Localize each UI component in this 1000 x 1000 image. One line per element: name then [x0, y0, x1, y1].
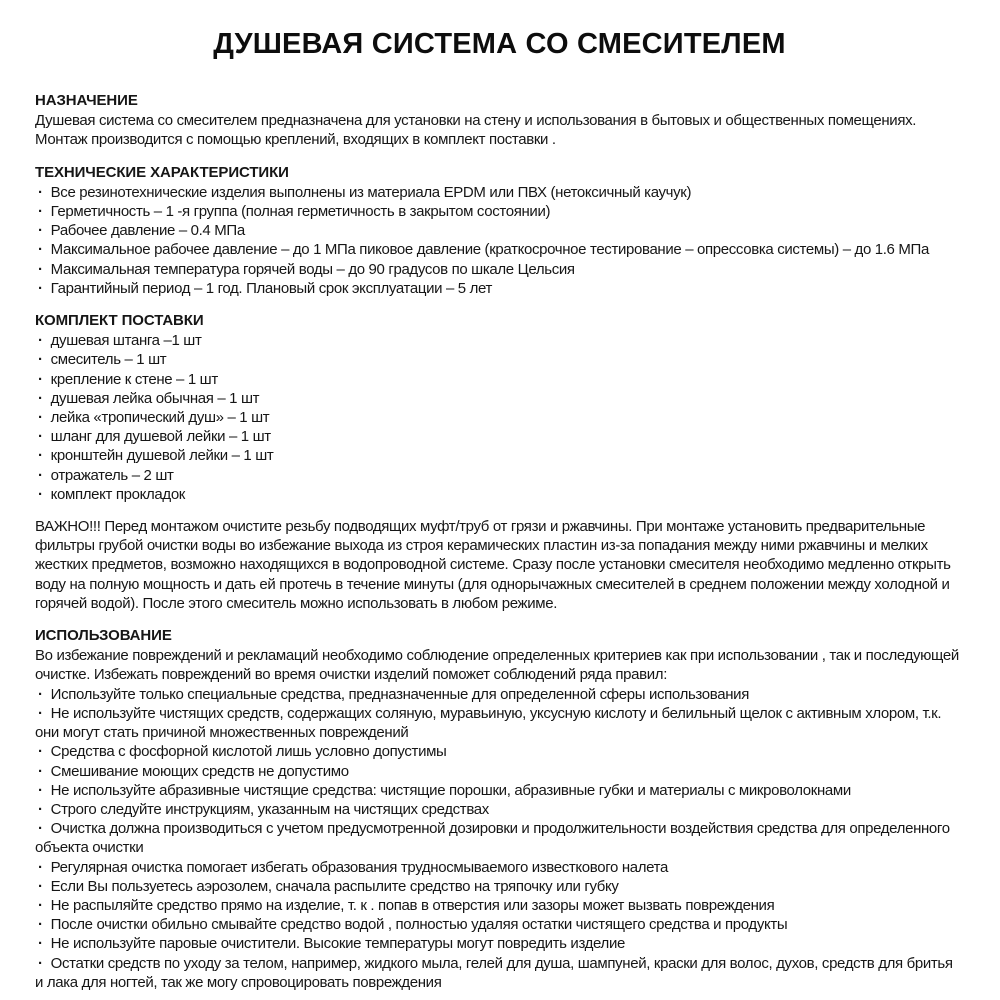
list-item [35, 389, 964, 408]
list-item-text: Смешивание моющих средств не допустимо [50, 762, 349, 780]
bullet-marker [35, 859, 51, 876]
list-item [35, 485, 964, 504]
bullet-marker [35, 241, 51, 258]
list-item-text: Максимальное рабочее давление – до 1 МПа пиковое давление (краткосрочное тестирование – опрессовка системы) – до 1.6 МПа [50, 241, 929, 259]
list-item-text: смеситель – 1 шт [50, 351, 167, 369]
bullet-marker [35, 409, 51, 426]
list-item [35, 934, 964, 953]
bullet-marker [35, 371, 51, 388]
bullet-marker [35, 390, 51, 407]
list-item [35, 915, 964, 934]
list-item-text: Рабочее давление – 0.4 МПа [50, 222, 245, 240]
list-item-text: Не используйте абразивные чистящие средства: чистящие порошки, абразивные губки и материалы с микроволокнами [50, 781, 851, 799]
bullet-marker [35, 261, 51, 278]
list-item-text: Если Вы пользуетесь аэрозолем, сначала распылите средство на тряпочку или губку [50, 877, 619, 895]
list-item-text: Используйте только специальные средства, предназначенные для определенной сферы использования [50, 685, 749, 703]
bullet-marker [35, 184, 51, 201]
list-item-text: Остатки средств по уходу за телом, например, жидкого мыла, гелей для душа, шампуней, краски для волос, духов, средств для бритья и лака для ногтей, так же могу спровоцировать повреждения [35, 954, 953, 991]
list-item-text: кронштейн душевой лейки – 1 шт [50, 447, 274, 465]
bullet-marker [35, 332, 51, 349]
list-item [35, 685, 964, 704]
bullet-marker [35, 916, 51, 933]
list-item [35, 260, 964, 279]
list-item [35, 240, 964, 259]
bullet-marker [35, 878, 51, 895]
list-item [35, 762, 964, 781]
list-item-text: душевая лейка обычная – 1 шт [50, 389, 260, 407]
list-item-text: Регулярная очистка помогает избегать образования трудносмываемого известкового налета [50, 858, 669, 876]
bullet-marker [35, 820, 51, 837]
list-item [35, 466, 964, 485]
list-item [35, 954, 964, 992]
bullet-marker [35, 428, 51, 445]
list-item-text: Не используйте паровые очистители. Высокие температуры могут повредить изделие [50, 935, 625, 953]
section-package [35, 311, 964, 504]
section-specs [35, 163, 964, 298]
bullet-marker [35, 467, 51, 484]
list-item-text: отражатель – 2 шт [50, 466, 174, 484]
list-item [35, 896, 964, 915]
bullet-marker [35, 351, 51, 368]
list-item [35, 800, 964, 819]
bullet-marker [35, 222, 51, 239]
list-item [35, 819, 964, 857]
list-item-text: Строго следуйте инструкциям, указанным на чистящих средствах [50, 800, 489, 818]
list-item-text: Не используйте чистящих средств, содержащих соляную, муравьиную, уксусную кислоту и белильный щелок с активным хлором, т.к. они могут стать причиной множественных повреждений [35, 704, 942, 742]
list-item-text: Гарантийный период – 1 год. Плановый срок эксплуатации – 5 лет [50, 279, 493, 297]
list-item-text: Герметичность – 1 -я группа (полная герметичность в закрытом состоянии) [50, 203, 551, 221]
list-item [35, 742, 964, 761]
bullet-marker [35, 763, 51, 780]
bullet-marker [35, 743, 51, 760]
list-item [35, 183, 964, 202]
important-notice-text: ВАЖНО!!! Перед монтажом очистите резьбу подводящих муфт/труб от грязи и ржавчины. При монтаже установить предварительные фильтры грубой очистки воды во избежание выхода из строя керамических пластин из-за попадания между ними ржавчины и мелких жестких предметов, возможно находящихся в водопроводной системе. Сразу после установки смесителя необходимо медленно открыть воду на полную мощность и дать ей протечь в течение минуты (для однорычажных смесителей в среднем положении между холодной и горячей водой). После этого смеситель можно использовать в любом режиме. [35, 518, 951, 612]
bullet-marker [35, 782, 51, 799]
section-purpose [35, 91, 964, 150]
list-item [35, 877, 964, 896]
list-item [35, 408, 964, 427]
list-item [35, 370, 964, 389]
package-heading: КОМПЛЕКТ ПОСТАВКИ [35, 312, 204, 330]
list-item [35, 446, 964, 465]
list-item [35, 427, 964, 446]
list-item [35, 704, 964, 742]
bullet-marker [35, 935, 51, 952]
bullet-marker [35, 486, 51, 503]
document-title: ДУШЕВАЯ СИСТЕМА СО СМЕСИТЕЛЕМ [213, 28, 786, 60]
list-item [35, 350, 964, 369]
bullet-marker [35, 897, 51, 914]
bullet-marker [35, 801, 51, 818]
list-item [35, 279, 964, 298]
list-item-text: Средства с фосфорной кислотой лишь условно допустимы [50, 743, 447, 761]
list-item [35, 781, 964, 800]
bullet-marker [35, 705, 51, 722]
usage-heading: ИСПОЛЬЗОВАНИЕ [35, 627, 172, 645]
section-usage [35, 626, 964, 992]
bullet-marker [35, 447, 51, 464]
specs-heading: ТЕХНИЧЕСКИЕ ХАРАКТЕРИСТИКИ [35, 163, 289, 181]
list-item-text: Все резинотехнические изделия выполнены из материала EPDM или ПВХ (нетоксичный каучук) [50, 183, 692, 201]
list-item-text: Очистка должна производиться с учетом предусмотренной дозировки и продолжительности воздействия средства для определенного объекта очистки [35, 820, 950, 857]
list-item-text: лейка «тропический душ» – 1 шт [50, 409, 270, 427]
list-item [35, 202, 964, 221]
purpose-heading: НАЗНАЧЕНИЕ [35, 92, 138, 109]
list-item [35, 858, 964, 877]
list-item [35, 331, 964, 350]
bullet-marker [35, 686, 51, 703]
bullet-marker [35, 955, 51, 972]
usage-intro: Во избежание повреждений и рекламаций необходимо соблюдение определенных критериев как при использовании , так и последующей очистке. Избежать повреждений во время очистки изделий поможет соблюдений ряда правил: [35, 647, 959, 684]
bullet-marker [35, 280, 51, 297]
list-item-text: Не распыляйте средство прямо на изделие, т. к . попав в отверстия или зазоры может вызвать повреждения [50, 896, 775, 914]
purpose-text: Душевая система со смесителем предназначена для установки на стену и использования в бытовых и общественных помещениях. Монтаж производится с помощью креплений, входящих в комплект поставки . [35, 112, 917, 149]
list-item-text: шланг для душевой лейки – 1 шт [50, 428, 271, 446]
list-item-text: душевая штанга –1 шт [50, 332, 202, 350]
list-item-text: Максимальная температура горячей воды – до 90 градусов по шкале Цельсия [50, 260, 575, 278]
list-item-text: комплект прокладок [50, 485, 186, 503]
list-item-text: После очистки обильно смывайте средство водой , полностью удаляя остатки чистящего средства и продукты [50, 916, 788, 934]
list-item [35, 221, 964, 240]
list-item-text: крепление к стене – 1 шт [50, 370, 218, 388]
section-important [35, 517, 964, 613]
bullet-marker [35, 203, 51, 220]
